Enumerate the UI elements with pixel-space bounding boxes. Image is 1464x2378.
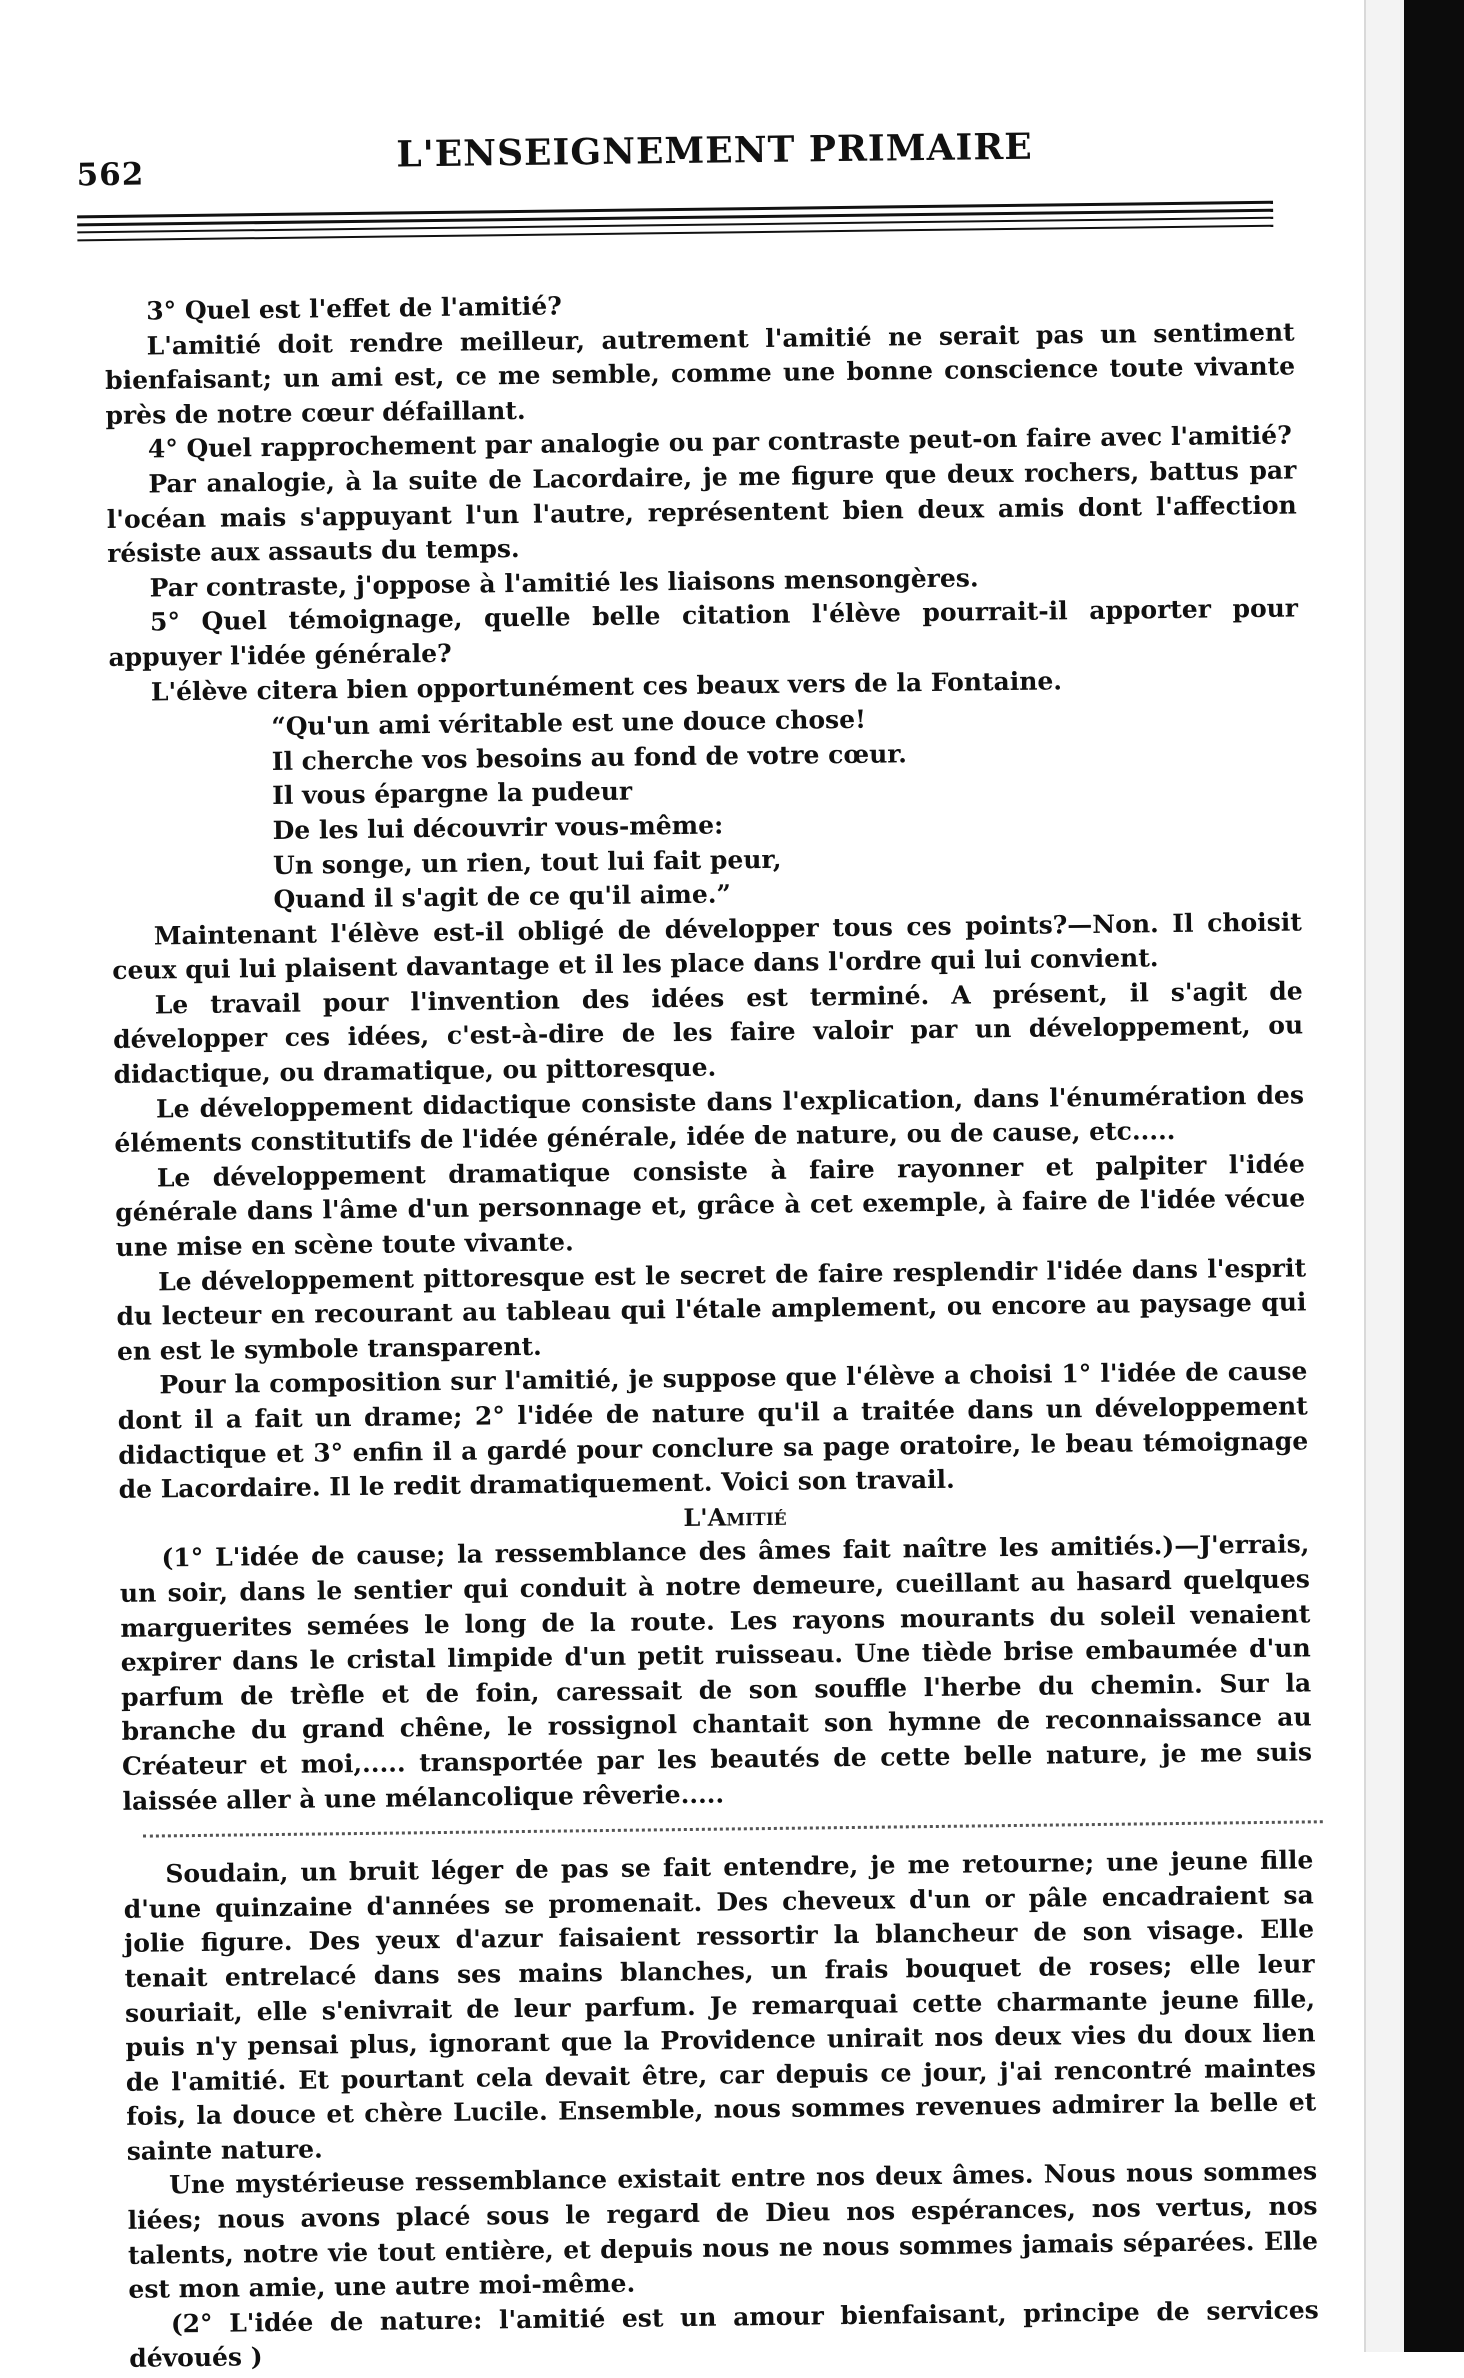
paragraph: Une mystérieuse ressemblance existait entre nos deux âmes. Nous nous sommes liées; nous avons placé sous le regard de Dieu nos espérances, nos vertus, nos talents, notre vie tout entière, et depuis nous ne nous sommes jamais séparées. Elle est mon amie, une autre moi-même.: [127, 2156, 1319, 2305]
paragraph: (2° L'idée de nature: l'amitié est un amour bienfaisant, principe de services dévoués ): [129, 2295, 1319, 2374]
verse-line: De les lui découvrir vous-même:: [272, 810, 724, 845]
page-header: [76, 123, 1273, 198]
verse-line: Il cherche vos besoins au fond de votre cœur.: [271, 738, 908, 776]
paragraph: Soudain, un bruit léger de pas se fait entendre, je me retourne; une jeune fille d'une quinzaine d'années se promenait. Des cheveux d'un or pâle encadraient sa jolie figure. Des yeux d'azur faisaient ressortir la blancheur de son visage. Elle tenait entrelacé dans ses mains blanches, un frais bouquet de roses; elle leur souriait, elle s'enivrait de leur parfum. Je remarquai cette charmante jeune fille, puis n'y pensai plus, ignorant que la Providence unirait nos deux vies du doux lien de l'amitié. Et pourtant cela devait être, car depuis ce jour, j'ai rencontré maintes fois, la douce et chère Lucile. Ensemble, nous sommes revenues admirer la belle et sainte nature.: [123, 1845, 1317, 2166]
dotted-separator: [143, 1820, 1323, 1839]
paragraph: (1° L'idée de cause; la ressemblance des âmes fait naître les amitiés.)—J'errais, un soir, dans le sentier qui conduit à notre demeure, cueillant au hasard quelques marguerites semées le long de la route. Les rayons mourants du soleil venaient expirer dans le cristal limpide d'un petit ruisseau. Une tiède brise embaumée d'un parfum de trèfle et de foin, caressait de son souffle l'herbe du chemin. Sur la branche du grand chêne, le rossignol chantait son hymne de reconnaissance au Créateur et moi,..... transportée par les beautés de cette belle nature, je me suis laissée aller à une mélancolique rêverie.....: [119, 1529, 1313, 1816]
paragraph: Par contraste, j'oppose à l'amitié les liaisons mensongères.: [149, 563, 979, 603]
header-rule: [77, 217, 1273, 234]
paragraph: Maintenant l'élève est-il obligé de développer tous ces points?—Non. Il choisit ceux qui lui plaisent davantage et il les place dans l'ordre qui lui convient.: [112, 907, 1302, 986]
question-5: 5° Quel témoignage, quelle belle citation l'élève pourrait-il apporter pour appuyer l'idée générale?: [108, 593, 1299, 672]
verse-line: Quand il s'agit de ce qu'il aime.”: [273, 879, 732, 915]
scan-dark-margin: [1404, 0, 1464, 2352]
section-title: L'Amitié: [683, 1501, 787, 1532]
paragraph: L'amitié doit rendre meilleur, autrement l'amitié ne serait pas un sentiment bienfaisant; un ami est, ce me semble, comme une bonne conscience toute vivante près de notre cœur défaillant.: [104, 317, 1296, 430]
paragraph: Le travail pour l'invention des idées est terminé. A présent, il s'agit de développer ces idées, c'est-à-dire de les faire valoir par un développement, ou didactique, ou dramatique, ou pittoresque.: [112, 976, 1304, 1090]
paragraph: Le développement pittoresque est le secret de faire resplendir l'idée dans l'esprit du lecteur en recourant au tableau qui l'étale amplement, ou encore au paysage qui en est le symbole transparent.: [116, 1253, 1307, 1366]
question-3: 3° Quel est l'effet de l'amitié?: [146, 291, 563, 326]
page-body: [104, 280, 1319, 2376]
question-4: 4° Quel rapprochement par analogie ou par contraste peut-on faire avec l'amitié?: [147, 420, 1292, 464]
verse-line: Il vous épargne la pudeur: [272, 776, 633, 811]
header-rule: [77, 225, 1273, 242]
paragraph: Par analogie, à la suite de Lacordaire, je me figure que deux rochers, battus par l'océan mais s'appuyant l'un l'autre, représentent bien deux amis dont l'affection résiste aux assauts du temps.: [106, 455, 1297, 569]
verse-quote: [271, 698, 1301, 918]
paragraph: Pour la composition sur l'amitié, je suppose que l'élève a choisi 1° l'idée de cause dont il a fait un drame; 2° l'idée de nature qu'il a traitée dans un développement didactique et 3° enfin il a gardé pour conclure sa page oratoire, le beau témoignage de Lacordaire. Il le redit dramatiquement. Voici son travail.: [117, 1356, 1309, 1505]
verse-line: Un songe, un rien, tout lui fait peur,: [272, 844, 782, 880]
paragraph: Le développement didactique consiste dans l'explication, dans l'énumération des éléments constitutifs de l'idée générale, idée de nature, ou de cause, etc.....: [114, 1080, 1305, 1159]
running-title: L'ENSEIGNEMENT PRIMAIRE: [396, 125, 1033, 176]
verse-line: “Qu'un ami véritable est une douce chose!: [271, 704, 867, 742]
page-number: 562: [76, 156, 145, 194]
paragraph: L'élève citera bien opportunément ces beaux vers de la Fontaine.: [150, 665, 1063, 707]
paragraph: Le développement dramatique consiste à faire rayonner et palpiter l'idée générale dans l'âme d'un personnage et, grâce à cet exemple, à faire de l'idée vécue une mise en scène toute vivante.: [115, 1149, 1306, 1262]
